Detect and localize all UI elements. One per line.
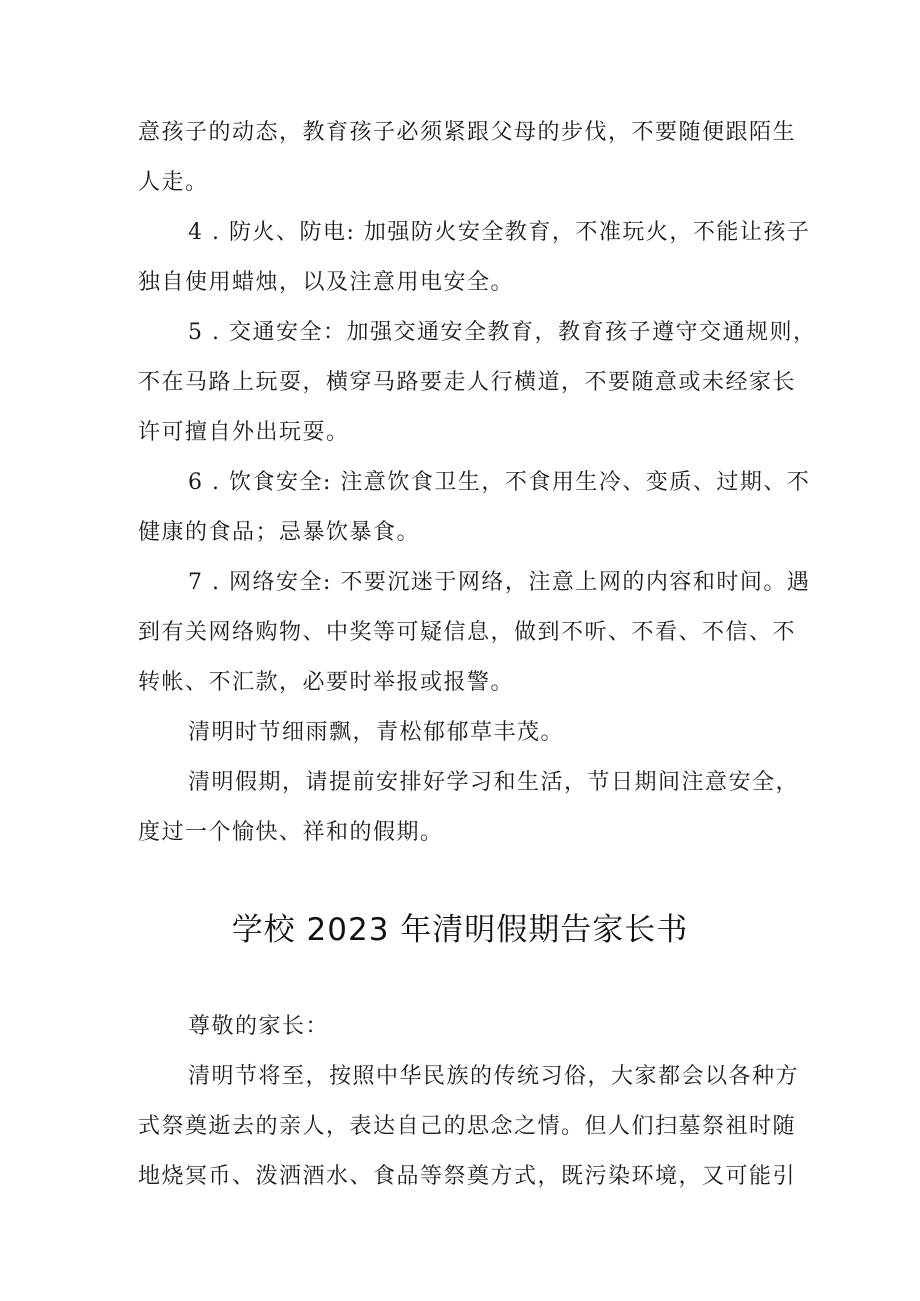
paragraph-line: 清明时节细雨飘，青松郁郁草丰茂。	[188, 720, 565, 745]
paragraph-line: 许可擅自外出玩耍。	[138, 420, 350, 445]
greeting: 尊敬的家长：	[188, 1014, 330, 1039]
paragraph-line: 人走。	[138, 170, 209, 195]
paragraph-line: 式祭奠逝去的亲人，表达自己的思念之情。但人们扫墓祭祖时随	[138, 1114, 797, 1139]
paragraph-line: 清明节将至，按照中华民族的传统习俗，大家都会以各种方	[188, 1064, 800, 1089]
paragraph-line: 转帐、不汇款，必要时举报或报警。	[138, 670, 515, 695]
paragraph-line: 独自使用蜡烛，以及注意用电安全。	[138, 270, 515, 295]
paragraph-line: 清明假期，请提前安排好学习和生活，节日期间注意安全，	[188, 770, 800, 795]
paragraph-line: 7 . 网络安全: 不要沉迷于网络，注意上网的内容和时间。遇	[188, 570, 811, 595]
paragraph-line: 4 . 防火、防电: 加强防火安全教育，不准玩火，不能让孩子	[188, 220, 811, 245]
paragraph-line: 度过一个愉快、祥和的假期。	[138, 820, 444, 845]
paragraph-line: 6 . 饮食安全: 注意饮食卫生，不食用生冷、变质、过期、不	[188, 470, 811, 495]
paragraph-line: 到有关网络购物、中奖等可疑信息，做到不听、不看、不信、不	[138, 620, 797, 645]
paragraph-line: 5 . 交通安全：加强交通安全教育，教育孩子遵守交通规则，	[188, 320, 817, 345]
document-title: 学校 2023 年清明假期告家长书	[231, 912, 689, 948]
paragraph-line: 不在马路上玩耍，横穿马路要走人行横道，不要随意或未经家长	[138, 370, 797, 395]
paragraph-line: 地烧冥币、泼洒酒水、食品等祭奠方式，既污染环境，又可能引	[138, 1164, 797, 1189]
paragraph-line: 意孩子的动态，教育孩子必须紧跟父母的步伐，不要随便跟陌生	[138, 120, 797, 145]
paragraph-line: 健康的食品；忌暴饮暴食。	[138, 520, 421, 545]
